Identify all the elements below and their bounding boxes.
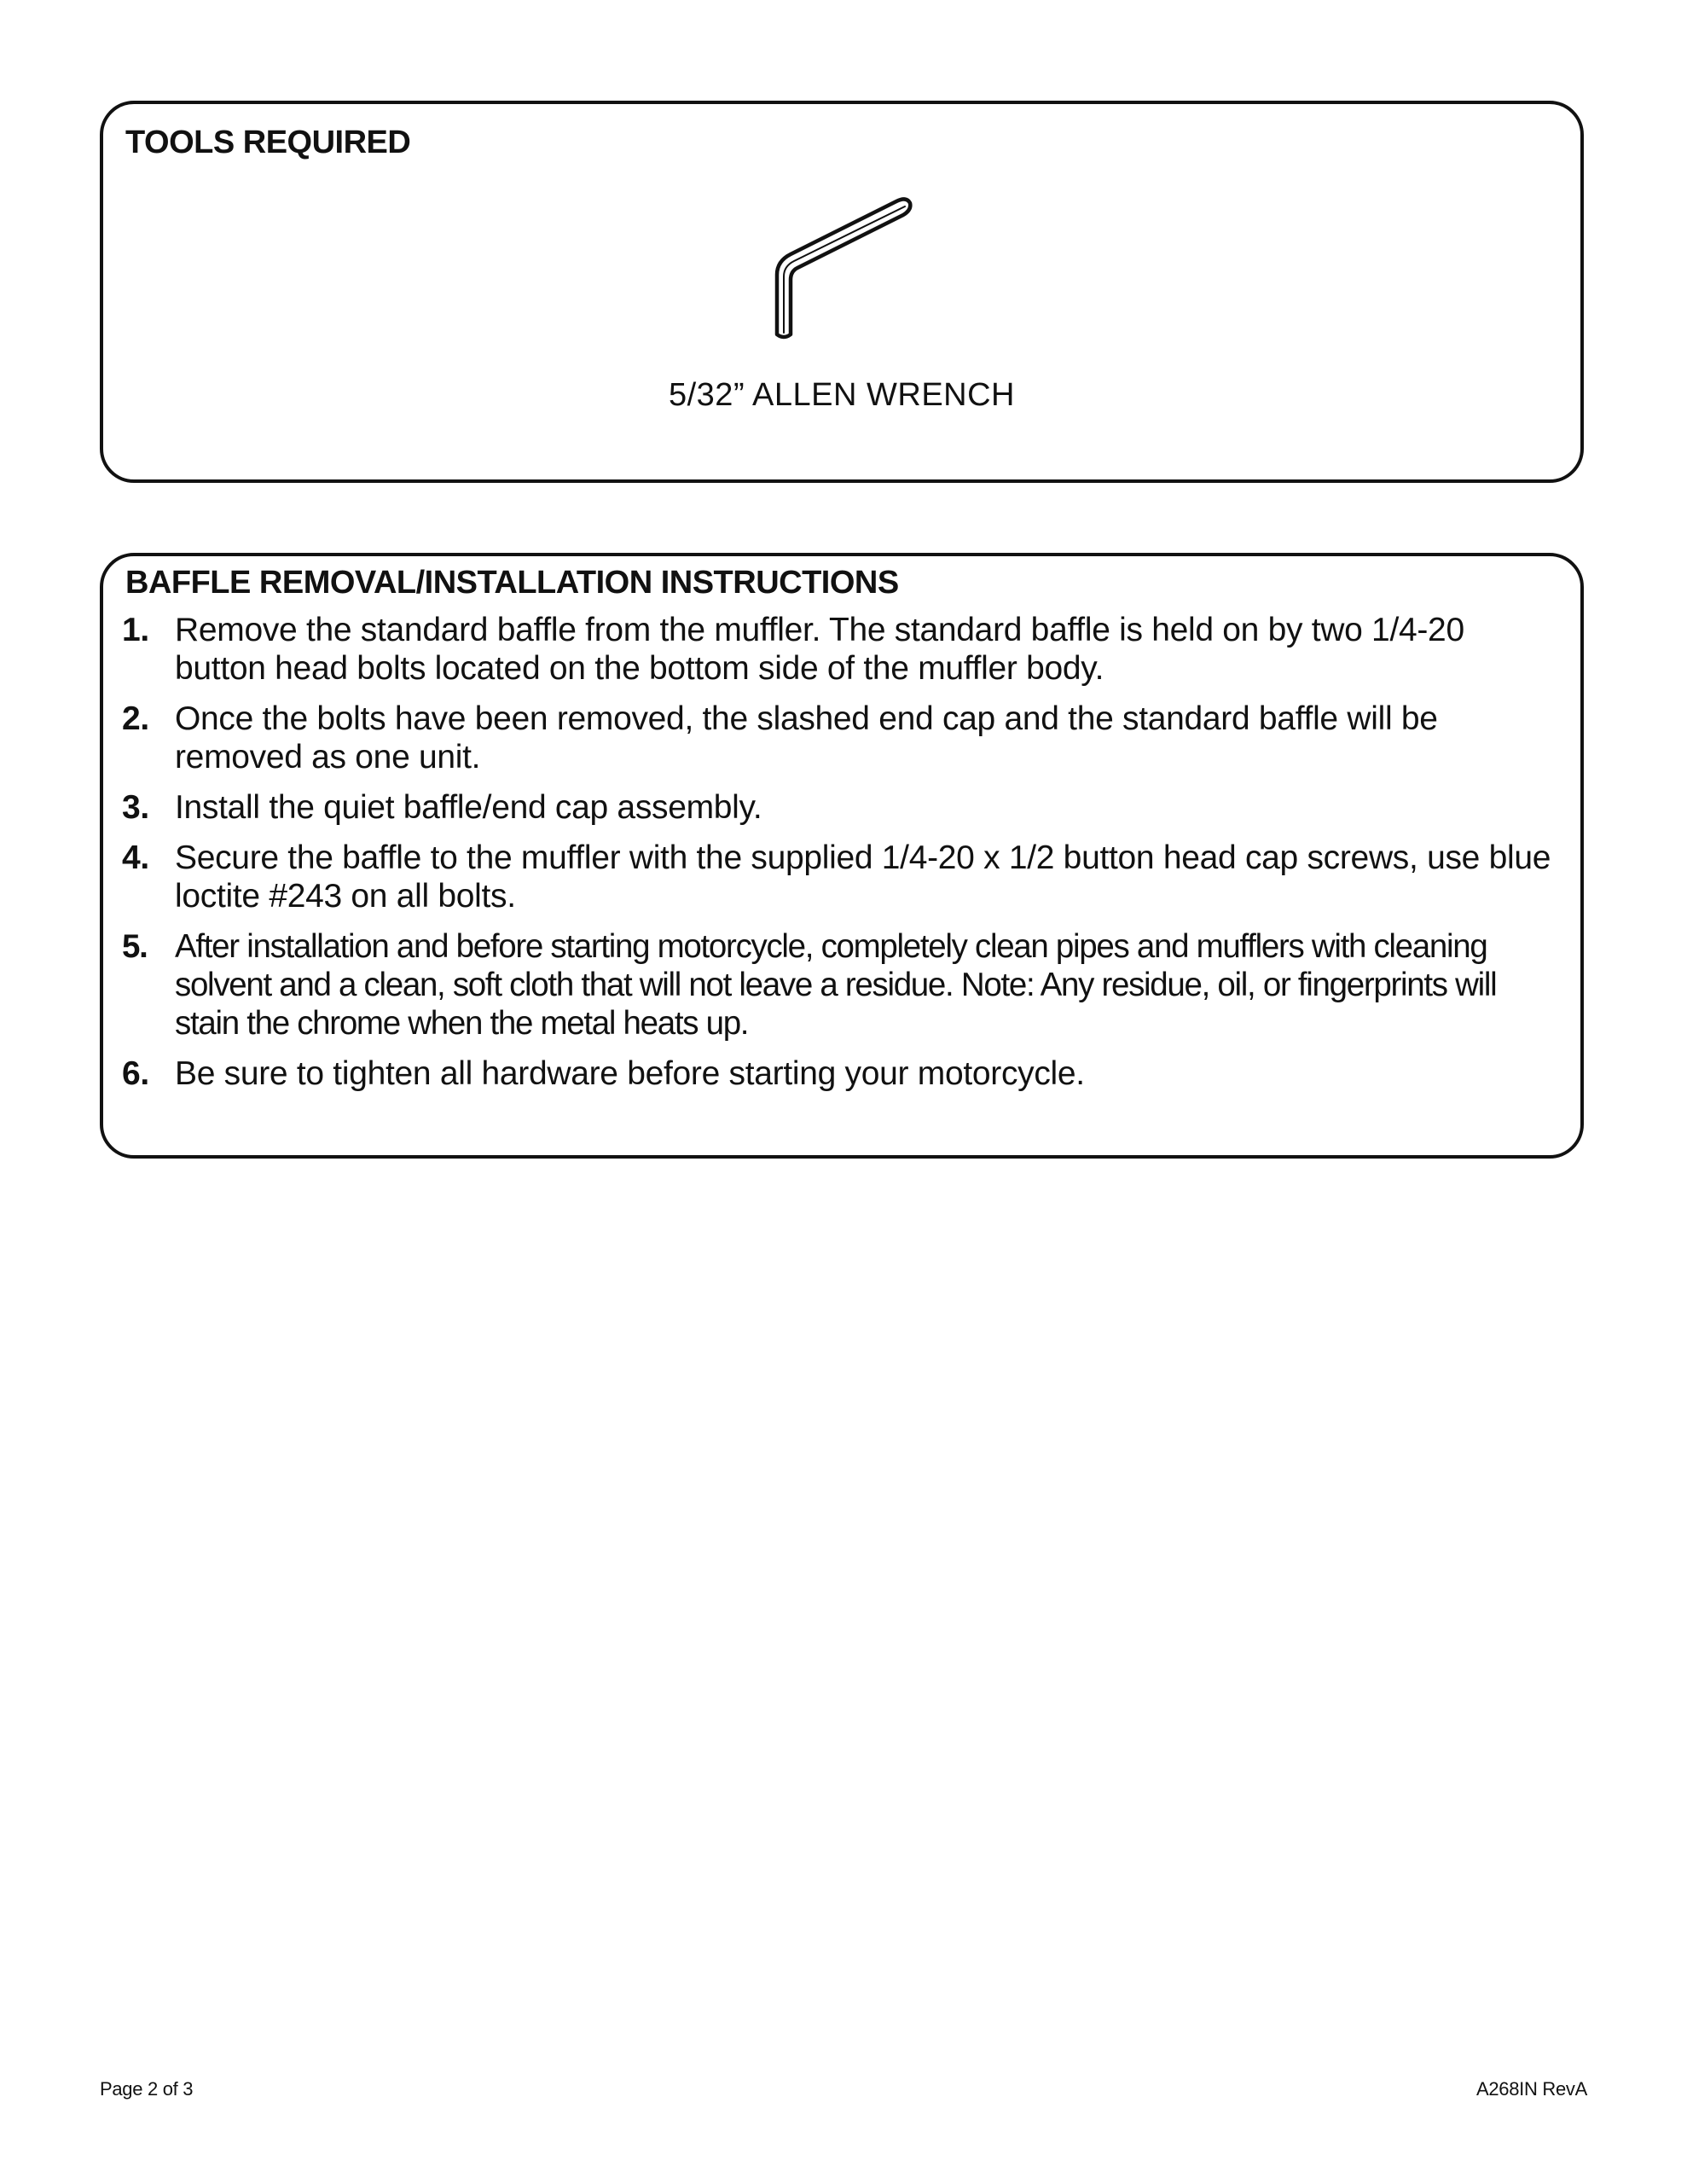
step-number: 6. — [122, 1055, 149, 1092]
instruction-step — [122, 788, 1555, 827]
step-text: Be sure to tighten all hardware before starting your motorcycle. — [175, 1055, 1085, 1092]
tools-required-box — [100, 101, 1584, 483]
step-number: 3. — [122, 789, 149, 826]
instructions-title: BAFFLE REMOVAL/INSTALLATION INSTRUCTIONS — [125, 565, 899, 601]
step-number: 5. — [122, 928, 148, 965]
instruction-step — [122, 839, 1555, 915]
document-code: A268IN RevA — [1476, 2078, 1587, 2100]
instructions-box — [100, 553, 1584, 1159]
step-text: Install the quiet baffle/end cap assembly. — [175, 789, 762, 826]
allen-wrench-label: 5/32” ALLEN WRENCH — [668, 377, 1015, 413]
instruction-step — [122, 1054, 1555, 1093]
step-number: 2. — [122, 700, 149, 737]
page-number: Page 2 of 3 — [100, 2078, 194, 2100]
tools-required-title: TOOLS REQUIRED — [125, 125, 411, 160]
instruction-step — [122, 927, 1555, 1043]
step-number: 1. — [122, 612, 149, 648]
step-text: Once the bolts have been removed, the slashed end cap and the standard baffle will be removed as one unit. — [175, 700, 1438, 775]
instruction-step — [122, 700, 1555, 776]
allen-wrench-icon — [760, 189, 965, 360]
step-text: After installation and before starting motorcycle, completely clean pipes and mufflers with cleaning solvent and a clean, soft cloth that will not leave a residue. Note: Any residue, oil, or fingerprints will stain the chrome when the metal heats up. — [175, 928, 1497, 1042]
step-text: Remove the standard baffle from the muffler. The standard baffle is held on by two 1/4-20 button head bolts located on the bottom side of the muffler body. — [175, 612, 1464, 687]
instruction-step — [122, 611, 1555, 688]
step-number: 4. — [122, 839, 149, 876]
step-text: Secure the baffle to the muffler with the supplied 1/4-20 x 1/2 button head cap screws, use blue loctite #243 on all bolts. — [175, 839, 1551, 915]
instruction-steps — [122, 611, 1555, 1105]
